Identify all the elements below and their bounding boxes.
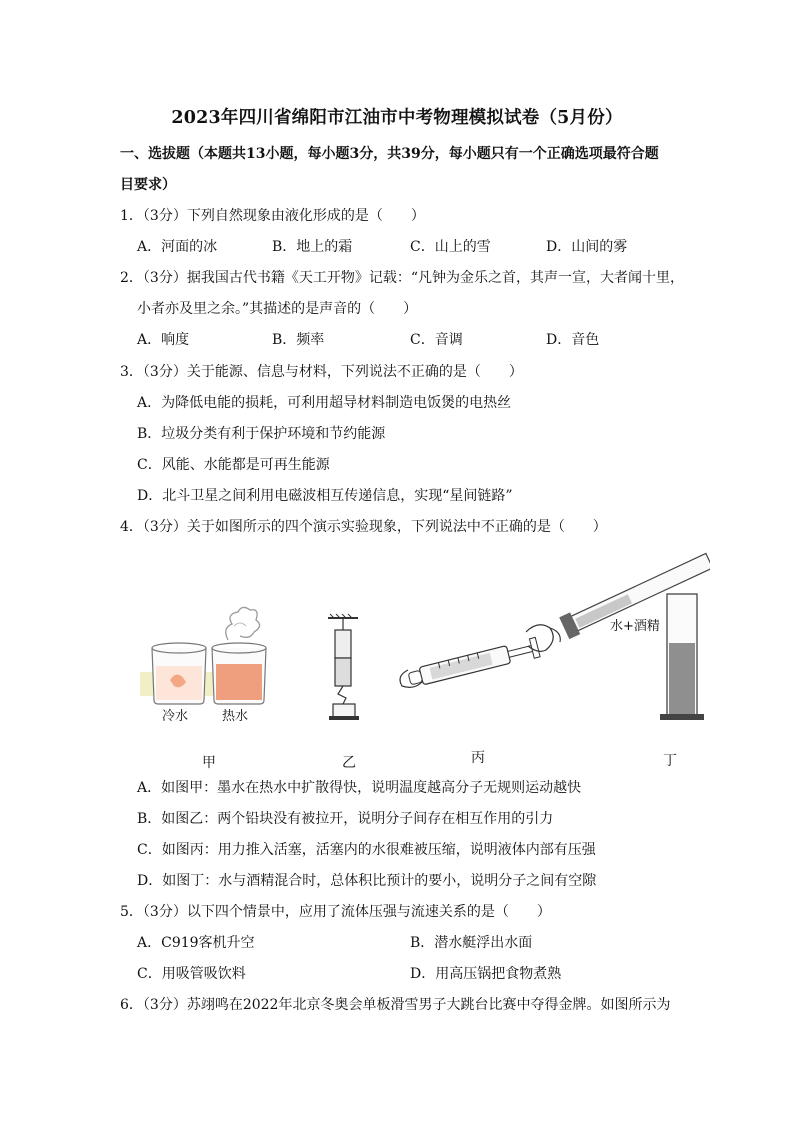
- question-4-option-d: D．如图丁：水与酒精混合时，总体积比预计的要小，说明分子之间有空隙: [137, 873, 597, 889]
- question-5-option-c: C．用吸管吸饮料: [137, 966, 246, 982]
- experiment-figure: [130, 540, 710, 780]
- lead-blocks-illustration: [328, 614, 359, 720]
- question-5-option-b: B．潜水艇浮出水面: [410, 935, 533, 951]
- label-water-alcohol: 水+酒精: [610, 619, 660, 634]
- section-heading-line1: 一、选拔题（本题共13小题，每小题3分，共39分，每小题只有一个正确选项最符合题: [120, 146, 659, 162]
- syringe-illustration: [400, 625, 560, 689]
- question-4-option-b: B．如图乙：两个铅块没有被拉开，说明分子间存在相互作用的引力: [137, 811, 554, 827]
- question-3-option-d: D．北斗卫星之间利用电磁波相互传递信息，实现“星间链路”: [137, 488, 513, 504]
- question-5-stem: 5．（3分）以下四个情景中，应用了流体压强与流速关系的是（ ）: [120, 904, 551, 920]
- question-4-stem: 4．（3分）关于如图所示的四个演示实验现象，下列说法中不正确的是（ ）: [120, 519, 607, 535]
- question-6-stem: 6．（3分）苏翊鸣在2022年北京冬奥会单板滑雪男子大跳台比赛中夺得金牌。如图所示为: [120, 997, 671, 1013]
- question-1-stem: 1．（3分）下列自然现象由液化形成的是（ ）: [120, 208, 425, 224]
- caption-ding: 丁: [663, 753, 677, 769]
- question-5-option-d: D．用高压锅把食物煮熟: [410, 966, 562, 982]
- question-2-stem-line1: 2．（3分）据我国古代书籍《天工开物》记载：“凡钟为金乐之首，其声一宣，大者闻十里，: [120, 270, 684, 286]
- question-1-option-c: C．山上的雪: [410, 239, 491, 255]
- question-3-option-a: A．为降低电能的损耗，可利用超导材料制造电饭煲的电热丝: [137, 395, 512, 411]
- caption-bing: 丙: [471, 750, 485, 766]
- question-3-option-b: B．垃圾分类有利于保护环境和节约能源: [137, 426, 386, 442]
- section-heading-line2: 目要求）: [120, 177, 176, 193]
- page-title: 2023年四川省绵阳市江油市中考物理模拟试卷（5月份）: [171, 108, 623, 128]
- funnel-tube-illustration: [559, 550, 710, 720]
- question-2-option-c: C．音调: [410, 332, 463, 348]
- question-5-option-a: A．C919客机升空: [137, 935, 255, 951]
- beakers-illustration: [140, 607, 266, 704]
- question-3-option-c: C．风能、水能都是可再生能源: [137, 457, 330, 473]
- question-2-option-b: B．频率: [272, 332, 325, 348]
- question-1-option-d: D．山间的雾: [546, 239, 628, 255]
- label-cold-water: 冷水: [162, 709, 189, 724]
- question-4-option-c: C．如图丙：用力推入活塞，活塞内的水很难被压缩，说明液体内部有压强: [137, 842, 596, 858]
- question-3-stem: 3．（3分）关于能源、信息与材料，下列说法不正确的是（ ）: [120, 364, 523, 380]
- question-4-option-a: A．如图甲：墨水在热水中扩散得快，说明温度越高分子无规则运动越快: [137, 780, 582, 796]
- question-1-option-a: A．河面的冰: [137, 239, 218, 255]
- question-2-option-a: A．响度: [137, 332, 190, 348]
- question-2-stem-line2: 小者亦及里之余。”其描述的是声音的（ ）: [137, 301, 418, 317]
- question-1-option-b: B．地上的霜: [272, 239, 353, 255]
- caption-jia: 甲: [202, 755, 216, 771]
- label-hot-water: 热水: [222, 709, 249, 724]
- question-2-option-d: D．音色: [546, 332, 600, 348]
- caption-yi: 乙: [342, 755, 356, 771]
